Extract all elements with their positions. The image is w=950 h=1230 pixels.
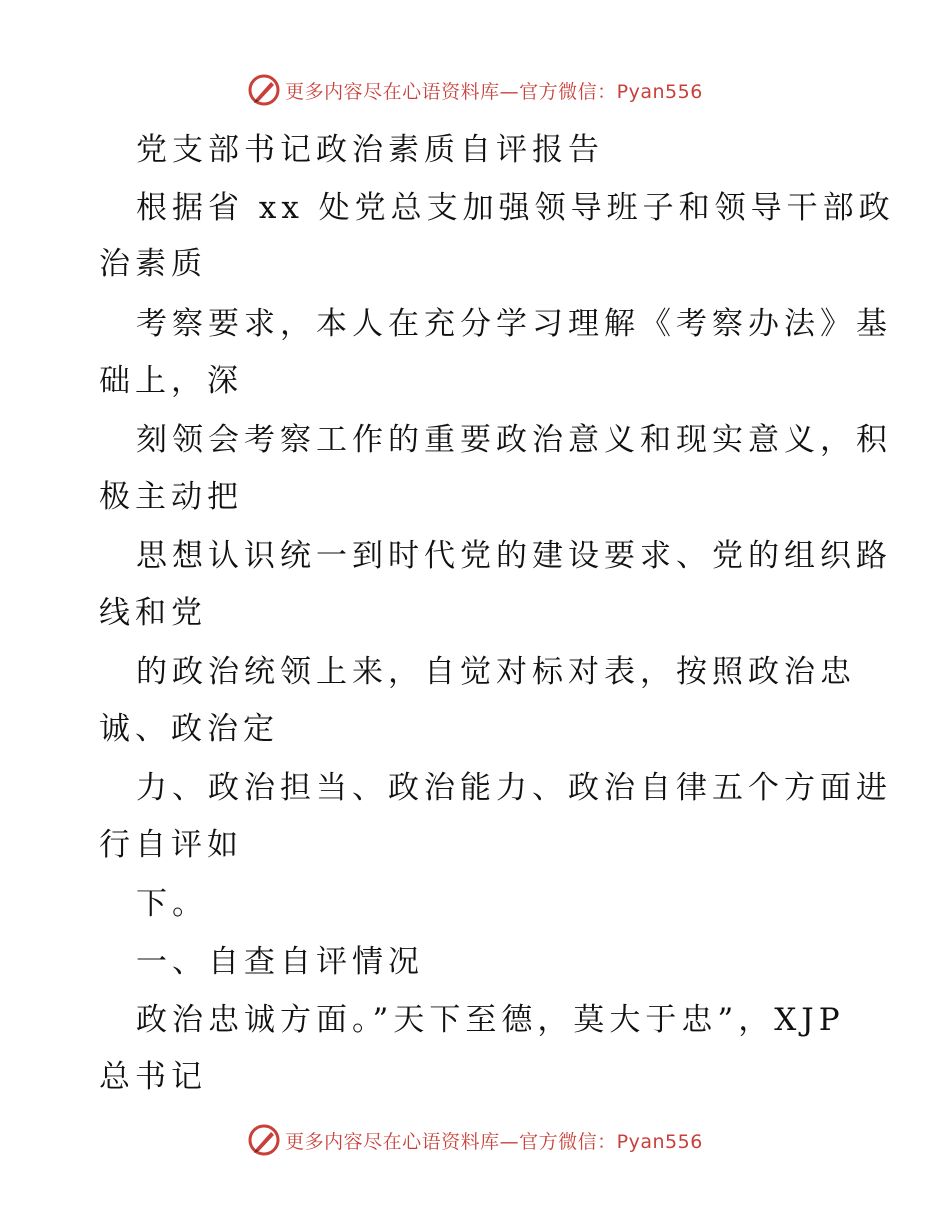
footer-watermark: [0, 1120, 950, 1160]
paragraph-line: 根据省 xx 处党总支加强领导班子和领导干部政: [136, 190, 895, 226]
paragraph-line: 诚、政治定: [99, 711, 279, 747]
paragraph-line: 极主动把: [99, 479, 243, 515]
watermark-text: 更多内容尽在心语资料库—官方微信：Pyan556: [285, 80, 703, 103]
section-heading: 一、自查自评情况: [136, 944, 424, 980]
paragraph-line: 刻领会考察工作的重要政治意义和现实意义，积: [136, 422, 892, 458]
paragraph-line: 考察要求，本人在充分学习理解《考察办法》基: [136, 306, 892, 342]
watermark-text: 更多内容尽在心语资料库—官方微信：Pyan556: [285, 1130, 703, 1153]
header-watermark: [0, 70, 950, 110]
pen-logo-icon: [247, 73, 281, 107]
paragraph-line: 础上，深: [99, 363, 243, 399]
paragraph-line: 思想认识统一到时代党的建设要求、党的组织路: [136, 538, 892, 574]
paragraph-line: 的政治统领上来，自觉对标对表，按照政治忠: [136, 654, 856, 690]
document-title: 党支部书记政治素质自评报告: [136, 132, 604, 168]
paragraph-line: 行自评如: [99, 827, 243, 863]
paragraph-line: 线和党: [99, 595, 207, 631]
pen-logo-icon: [247, 1123, 281, 1157]
paragraph-line: 治素质: [99, 246, 207, 282]
paragraph-line: 政治忠诚方面。”天下至德，莫大于忠”，XJP: [136, 1002, 845, 1038]
paragraph-line: 力、政治担当、政治能力、政治自律五个方面进: [136, 770, 892, 806]
paragraph-line: 总书记: [99, 1059, 207, 1095]
paragraph-line: 下。: [136, 886, 208, 922]
